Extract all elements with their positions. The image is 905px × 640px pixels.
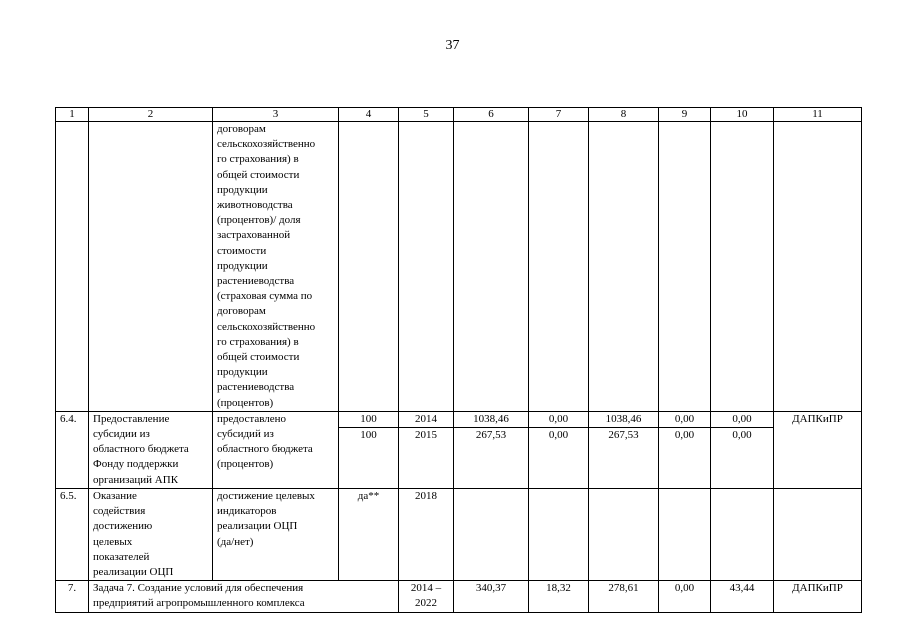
activity-name: Предоставление субсидии из областного бюджета Фонду поддержки организаций АПК xyxy=(89,411,213,488)
table-row-continuation xyxy=(56,122,862,412)
column-header: 3 xyxy=(213,108,339,122)
row-number: 7. xyxy=(56,581,89,612)
activity-name: Оказание содействия достижению целевых показателей реализации ОЦП xyxy=(89,489,213,581)
indicator-name: предоставлено субсидий из областного бюджета (процентов) xyxy=(213,411,339,488)
other-amount: 43,44 xyxy=(711,581,774,612)
column-header: 6 xyxy=(454,108,529,122)
table-row-7 xyxy=(56,581,862,612)
column-header: 10 xyxy=(711,108,774,122)
column-header: 8 xyxy=(589,108,659,122)
indicator-text-continued: договорам сельскохозяйственно го страхования) в общей стоимости продукции животноводства (процентов)/ доля застрахованной стоимости продукции растениеводства (страховая сумма по договорам сельскохозяйственно го страхования) в общей стоимости продукции растениеводства (процентов) xyxy=(213,122,339,412)
total-amount: 340,37 xyxy=(454,581,529,612)
federal-amount: 0,00 xyxy=(529,411,589,427)
year-range: 2014 – 2022 xyxy=(399,581,454,612)
task-title: Задача 7. Создание условий для обеспечения предприятий агропромышленного комплекса xyxy=(89,581,399,612)
executor: ДАПКиПР xyxy=(774,581,862,612)
federal-amount: 0,00 xyxy=(529,428,589,489)
year-cell: 2018 xyxy=(399,489,454,581)
column-header: 7 xyxy=(529,108,589,122)
regional-amount: 278,61 xyxy=(589,581,659,612)
header-row xyxy=(56,108,862,122)
program-table xyxy=(55,107,862,613)
indicator-name: достижение целевых индикаторов реализации ОЦП (да/нет) xyxy=(213,489,339,581)
column-header: 4 xyxy=(339,108,399,122)
other-amount: 0,00 xyxy=(711,411,774,427)
executor: ДАПКиПР xyxy=(774,411,862,488)
federal-amount: 18,32 xyxy=(529,581,589,612)
regional-amount: 1038,46 xyxy=(589,411,659,427)
year-cell: 2015 xyxy=(399,428,454,489)
other-amount: 0,00 xyxy=(711,428,774,489)
local-amount: 0,00 xyxy=(659,581,711,612)
regional-amount: 267,53 xyxy=(589,428,659,489)
column-header: 5 xyxy=(399,108,454,122)
row-number: 6.5. xyxy=(56,489,89,581)
column-header: 1 xyxy=(56,108,89,122)
year-cell: 2014 xyxy=(399,411,454,427)
column-header: 2 xyxy=(89,108,213,122)
total-amount: 267,53 xyxy=(454,428,529,489)
total-amount: 1038,46 xyxy=(454,411,529,427)
column-header: 9 xyxy=(659,108,711,122)
page-number: 37 xyxy=(445,38,460,53)
local-amount: 0,00 xyxy=(659,428,711,489)
indicator-value: 100 xyxy=(339,428,399,489)
row-number: 6.4. xyxy=(56,411,89,488)
indicator-value: да** xyxy=(339,489,399,581)
table-row-6-4 xyxy=(56,411,862,427)
local-amount: 0,00 xyxy=(659,411,711,427)
column-header: 11 xyxy=(774,108,862,122)
indicator-value: 100 xyxy=(339,411,399,427)
table-row-6-5 xyxy=(56,489,862,581)
